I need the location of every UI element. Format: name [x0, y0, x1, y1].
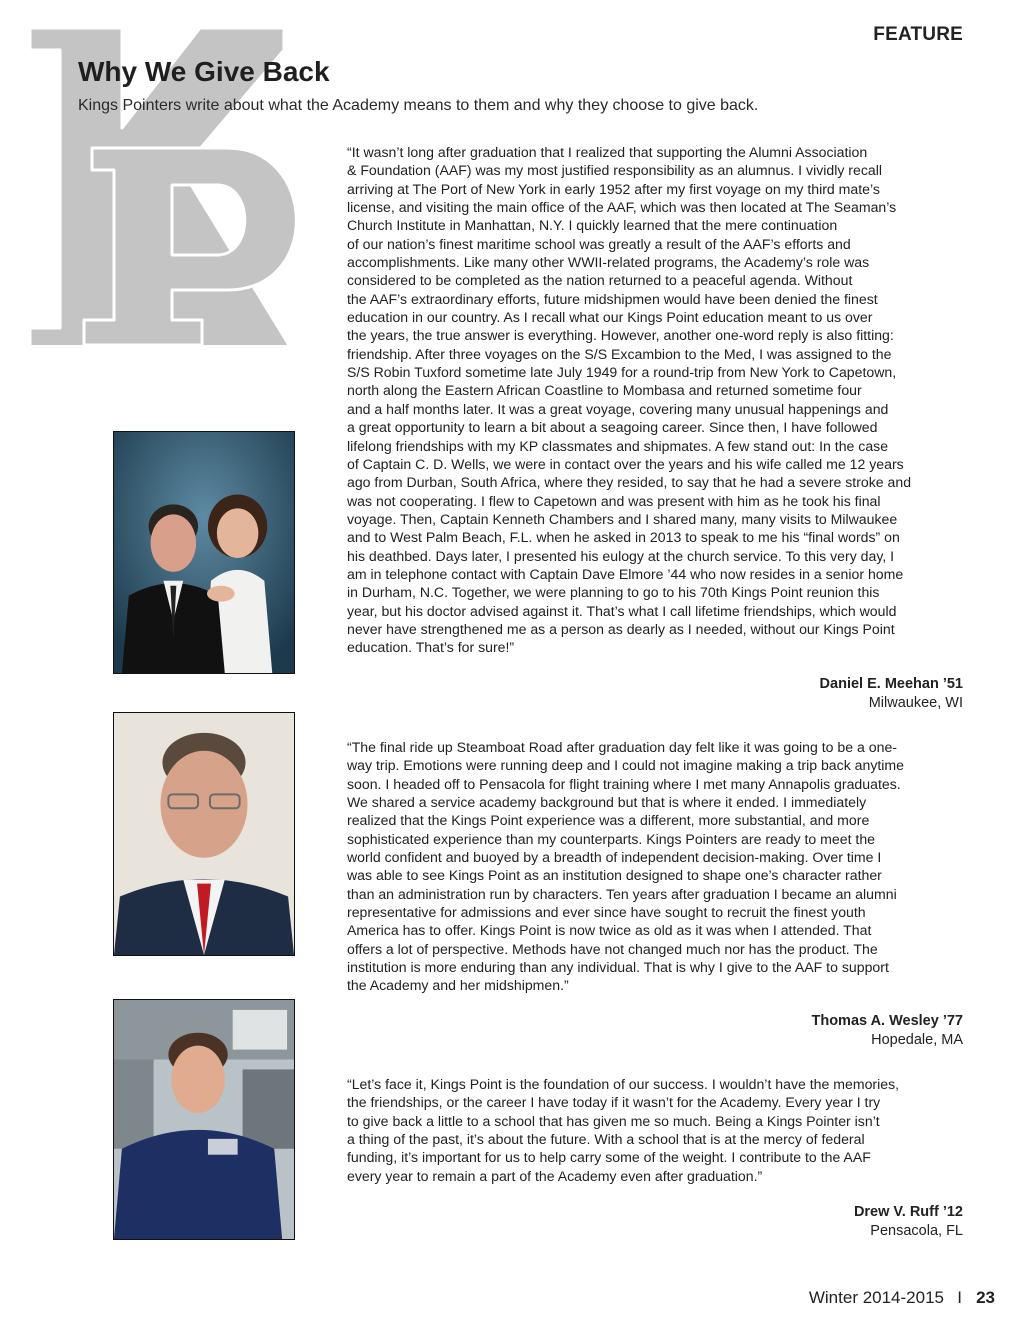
author-location: Milwaukee, WI — [868, 695, 963, 711]
article-title: Why We Give Back — [78, 56, 330, 87]
author-name: Thomas A. Wesley ’77 — [811, 1013, 963, 1029]
testimonial-attribution-2 — [811, 1012, 963, 1050]
photo-man-red-tie — [113, 712, 295, 956]
testimonial-quote-2: “The final ride up Steamboat Road after graduation day felt like it was going to be a one- way trip. Emotions were running deep and I could not imagine making a trip back anytime soon. I headed off to Pensacola for flight training where I met many Annapolis graduates. We shared a service academy background but that is where it ended. I immediately realized that the Kings Point experience was a different, more substantial, and more sophisticated experience than my counterparts. Kings Pointers are ready to meet the world confident and buoyed by a breadth of independent decision-making. Over time I was able to see Kings Point as an institution designed to shape one’s character rather than an administration run by characters. Ten years after graduation I became an alumni representative for admissions and ever since have sought to recruit the finest youth America has to offer. Kings Point is now twice as old as it was when I attended. That offers a lot of perspective. Methods have not changed much nor has the product. The institution is more enduring than any individual. That is why I give to the AAF to support the Academy and her midshipmen.” — [347, 739, 904, 994]
testimonial-quote-1: “It wasn’t long after graduation that I realized that supporting the Alumni Association & Foundation (AAF) was my most justified responsibility as an alumnus. I vividly recall arriving at The Port of New York in early 1952 after my first voyage on my third mate’s license, and visiting the main office of the AAF, which was then located at The Seaman’s Church Institute in Manhattan, N.Y. I quickly learned that the mere continuation of our nation’s finest maritime school was greatly a result of the AAF’s efforts and accomplishments. Like many other WWII-related programs, the Academy’s role was considered to be completed as the nation returned to a peaceful agenda. Without the AAF’s extraordinary efforts, future midshipmen would have been denied the finest education in our country. As I recall what our Kings Point education meant to us over the years, the true answer is everything. However, another one-word reply is also fitting: friendship. After three voyages on the S/S Excambion to the Med, I was assigned to the S/S Robin Tuxford sometime late July 1949 for a round-trip from New York to Capetown, north along the Eastern African Coastline to Mombasa and returned sometime four and a half months later. It was a great voyage, covering many unusual happenings and a great opportunity to learn a bit about a seagoing career. Since then, I have followed lifelong friendships with my KP classmates and shipmates. A few stand out: In the case of Captain C. D. Wells, we were in contact over the years and his wife called me 12 years ago from Durban, South Africa, where they resided, to say that he had a severe stroke and was not cooperating. I flew to Capetown and was present with him as he took his final voyage. Then, Captain Kenneth Chambers and I shared many, many visits to Milwaukee and to West Palm Beach, F.L. when he asked in 2013 to speak to me his “final words” on his deathbed. Days later, I presented his eulogy at the church service. To this very day, I am in telephone contact with Captain Dave Elmore ’44 who now resides in a senior home in Durham, N.C. Together, we were planning to go to his 70th Kings Point reunion this year, but his doctor advised against it. That’s what I call lifetime friendships, which would never have strengthened me as a person as dearly as I needed, without our Kings Point education. That’s for sure!” — [347, 144, 912, 656]
author-location: Hopedale, MA — [871, 1032, 963, 1048]
issue-date: Winter 2014-2015 — [808, 1288, 944, 1307]
footer-separator: I — [957, 1288, 962, 1307]
testimonial-attribution-3 — [854, 1203, 963, 1241]
section-label: FEATURE — [873, 24, 963, 45]
photo-young-man-control-room — [113, 999, 295, 1240]
page-number: 23 — [976, 1288, 995, 1307]
author-name: Daniel E. Meehan ’51 — [819, 676, 963, 692]
author-name: Drew V. Ruff ’12 — [853, 1204, 963, 1220]
photo-couple — [113, 431, 295, 674]
testimonial-quote-3: “Let’s face it, Kings Point is the foundation of our success. I wouldn’t have the memories, the friendships, or the career I have today if it wasn’t for the Academy. Every year I try to give back a little to a school that has given me so much. Being a Kings Pointer isn’t a thing of the past, it’s about the future. With a school that is at the mercy of federal funding, it’s important for us to help carry some of the weight. I contribute to the AAF every year to remain a part of the Academy even after graduation.” — [347, 1076, 900, 1184]
testimonial-attribution-1 — [820, 675, 963, 713]
author-location: Pensacola, FL — [870, 1223, 963, 1239]
article-subtitle: Kings Pointers write about what the Academy means to them and why they choose to give back. — [78, 97, 759, 114]
